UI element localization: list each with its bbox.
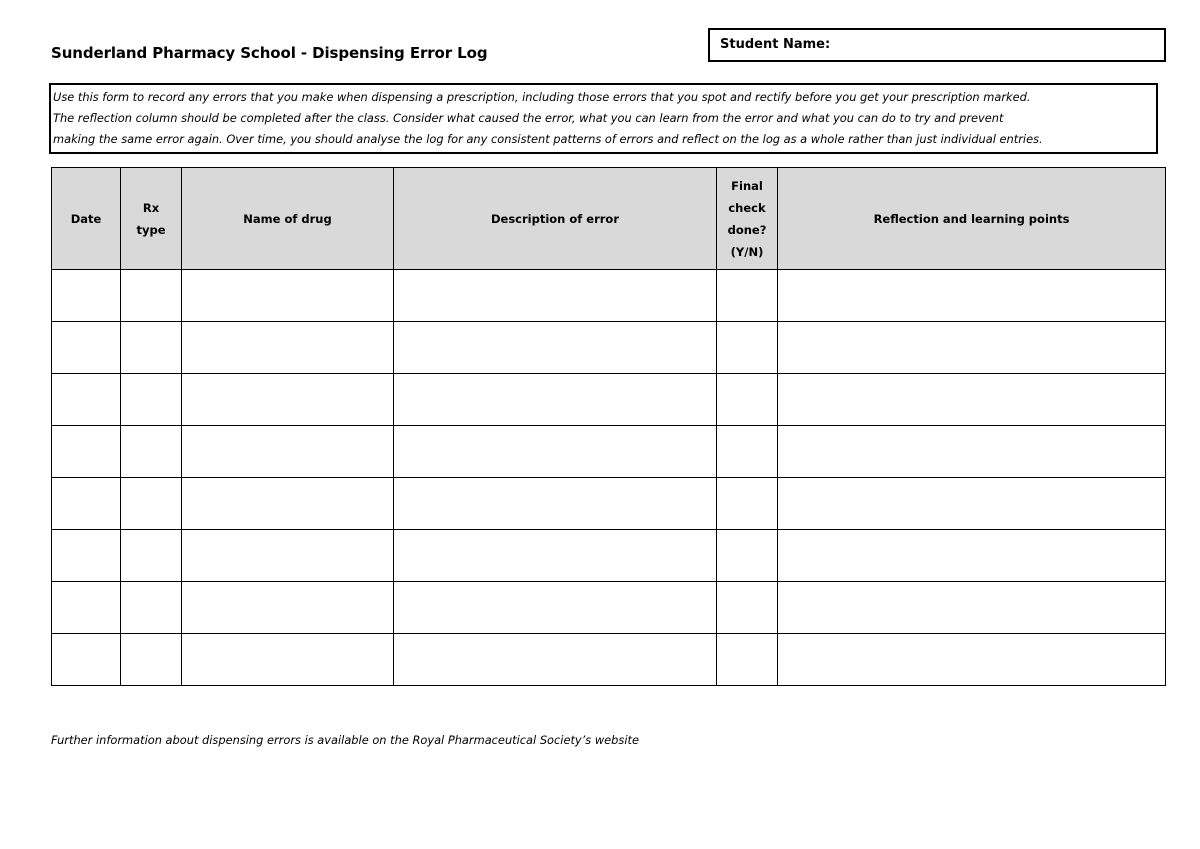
cell-rx-type[interactable] <box>121 582 182 634</box>
cell-final-check[interactable] <box>717 634 778 686</box>
table-row <box>52 374 1166 426</box>
table-row <box>52 530 1166 582</box>
footer-note: Further information about dispensing errors is available on the Royal Pharmaceutical Society’s website <box>51 733 639 747</box>
cell-description[interactable] <box>394 530 717 582</box>
table-row <box>52 582 1166 634</box>
header-drug-name: Name of drug <box>182 168 394 270</box>
cell-final-check[interactable] <box>717 374 778 426</box>
cell-rx-type[interactable] <box>121 530 182 582</box>
page-title: Sunderland Pharmacy School - Dispensing Error Log <box>51 44 488 62</box>
cell-reflection[interactable] <box>778 530 1166 582</box>
cell-reflection[interactable] <box>778 426 1166 478</box>
cell-final-check[interactable] <box>717 270 778 322</box>
header-reflection: Reflection and learning points <box>778 168 1166 270</box>
cell-rx-type[interactable] <box>121 270 182 322</box>
cell-drug-name[interactable] <box>182 270 394 322</box>
cell-description[interactable] <box>394 374 717 426</box>
header-rx-type-line-1: Rx <box>142 200 160 215</box>
header-final-check-line-4: (Y/N) <box>730 244 764 259</box>
cell-reflection[interactable] <box>778 634 1166 686</box>
cell-description[interactable] <box>394 634 717 686</box>
table-row <box>52 270 1166 322</box>
cell-date[interactable] <box>52 270 121 322</box>
cell-drug-name[interactable] <box>182 582 394 634</box>
header-date: Date <box>52 168 121 270</box>
header-rx-type-line-2: type <box>136 222 166 237</box>
cell-description[interactable] <box>394 270 717 322</box>
cell-rx-type[interactable] <box>121 322 182 374</box>
cell-date[interactable] <box>52 322 121 374</box>
cell-drug-name[interactable] <box>182 374 394 426</box>
cell-reflection[interactable] <box>778 322 1166 374</box>
cell-final-check[interactable] <box>717 426 778 478</box>
student-name-label: Student Name: <box>720 37 831 52</box>
cell-final-check[interactable] <box>717 478 778 530</box>
header-final-check-line-3: done? <box>727 222 767 237</box>
table-row <box>52 634 1166 686</box>
cell-description[interactable] <box>394 478 717 530</box>
cell-description[interactable] <box>394 322 717 374</box>
cell-drug-name[interactable] <box>182 634 394 686</box>
instructions-line-3: making the same error again. Over time, you should analyse the log for any consistent patterns of errors and reflect on the log as a whole rather than just individual entries. <box>53 132 1043 146</box>
instructions-line-2: The reflection column should be completed after the class. Consider what caused the error, what you can learn from the error and what you can do to try and prevent <box>53 111 1004 125</box>
cell-rx-type[interactable] <box>121 634 182 686</box>
cell-date[interactable] <box>52 530 121 582</box>
cell-date[interactable] <box>52 582 121 634</box>
cell-date[interactable] <box>52 634 121 686</box>
header-description: Description of error <box>394 168 717 270</box>
cell-reflection[interactable] <box>778 374 1166 426</box>
cell-rx-type[interactable] <box>121 374 182 426</box>
cell-drug-name[interactable] <box>182 322 394 374</box>
cell-final-check[interactable] <box>717 582 778 634</box>
cell-final-check[interactable] <box>717 322 778 374</box>
cell-date[interactable] <box>52 478 121 530</box>
header-final-check-line-2: check <box>728 200 766 215</box>
table-row <box>52 426 1166 478</box>
cell-date[interactable] <box>52 426 121 478</box>
student-name-field[interactable] <box>708 28 1166 62</box>
error-log-table <box>51 167 1166 686</box>
cell-final-check[interactable] <box>717 530 778 582</box>
cell-description[interactable] <box>394 582 717 634</box>
cell-date[interactable] <box>52 374 121 426</box>
header-final-check-line-1: Final <box>731 178 763 193</box>
cell-rx-type[interactable] <box>121 426 182 478</box>
table-row <box>52 478 1166 530</box>
cell-drug-name[interactable] <box>182 426 394 478</box>
cell-reflection[interactable] <box>778 270 1166 322</box>
header-final-check <box>717 168 778 270</box>
table-header-row <box>52 168 1166 270</box>
instructions-box <box>49 83 1158 154</box>
cell-description[interactable] <box>394 426 717 478</box>
cell-reflection[interactable] <box>778 478 1166 530</box>
cell-reflection[interactable] <box>778 582 1166 634</box>
table-body <box>52 270 1166 686</box>
header-rx-type <box>121 168 182 270</box>
cell-drug-name[interactable] <box>182 478 394 530</box>
cell-drug-name[interactable] <box>182 530 394 582</box>
table-row <box>52 322 1166 374</box>
instructions-line-1: Use this form to record any errors that you make when dispensing a prescription, including those errors that you spot and rectify before you get your prescription marked. <box>53 90 1031 104</box>
cell-rx-type[interactable] <box>121 478 182 530</box>
